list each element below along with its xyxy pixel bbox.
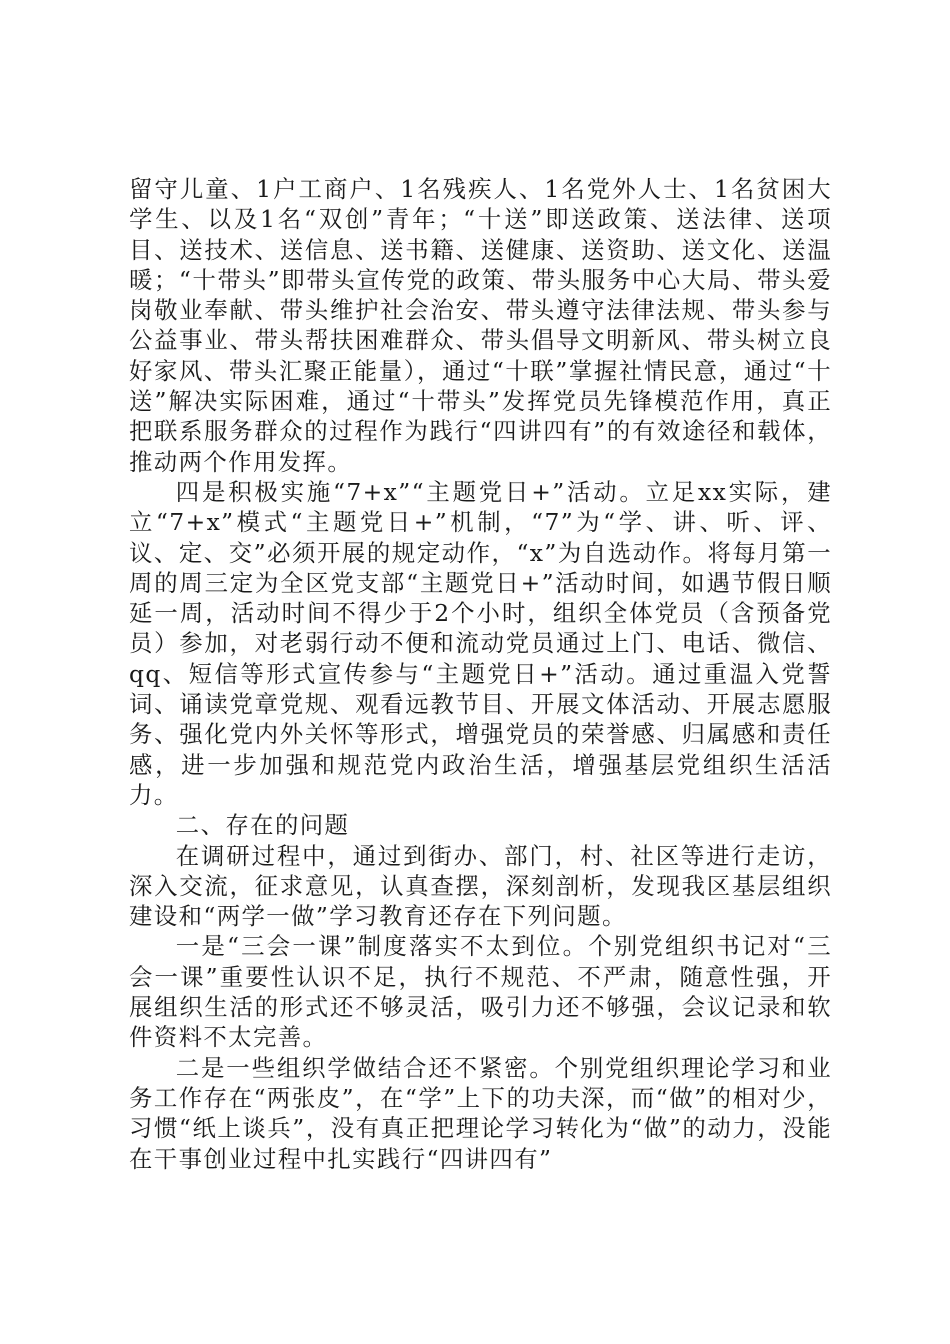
paragraph-problem-two: 二是一些组织学做结合还不紧密。个别党组织理论学习和业务工作存在“两张皮”，在“学”上下的功夫深，而“做”的相对少，习惯“纸上谈兵”，没有真正把理论学习转化为“做”的动力，没能在干事创业过程中扎实践行“四讲四有” [129, 1053, 832, 1173]
paragraph-research-findings: 在调研过程中，通过到街办、部门，村、社区等进行走访，深入交流，征求意见，认真查摆，深刻剖析，发现我区基层组织建设和“两学一做”学习教育还存在下列问题。 [129, 841, 832, 931]
document-body [129, 174, 832, 1174]
paragraph-service-masses: 留守儿童、1户工商户、1名残疾人、1名党外人士、1名贫困大学生、以及1名“双创”青年；“十送”即送政策、送法律、送项目、送技术、送信息、送书籍、送健康、送资助、送文化、送温暖；“十带头”即带头宣传党的政策、带头服务中心大局、带头爱岗敬业奉献、带头维护社会治安、带头遵守法律法规、带头参与公益事业、带头帮扶困难群众、带头倡导文明新风、带头树立良好家风、带头汇聚正能量），通过“十联”掌握社情民意，通过“十送”解决实际困难，通过“十带头”发挥党员先锋模范作用，真正把联系服务群众的过程作为践行“四讲四有”的有效途径和载体，推动两个作用发挥。 [129, 175, 832, 476]
section-heading-existing-problems: 二、存在的问题 [175, 811, 350, 840]
paragraph-theme-party-day: 四是积极实施“7+x”“主题党日+”活动。立足xx实际，建立“7+x”模式“主题党日+”机制，“7”为“学、讲、听、评、议、定、交”必须开展的规定动作，“x”为自选动作。将每月第一周的周三定为全区党支部“主题党日+”活动时间，如遇节假日顺延一周，活动时间不得少于2个小时，组织全体党员（含预备党员）参加，对老弱行动不便和流动党员通过上门、电话、微信、qq、短信等形式宣传参与“主题党日+”活动。通过重温入党誓词、诵读党章党规、观看远教节目、开展文体活动、开展志愿服务、强化党内外关怀等形式，增强党员的荣誉感、归属感和责任感，进一步加强和规范党内政治生活，增强基层党组织生活活力。 [129, 477, 832, 809]
paragraph-problem-one: 一是“三会一课”制度落实不太到位。个别党组织书记对“三会一课”重要性认识不足，执行不规范、不严肃，随意性强，开展组织生活的形式还不够灵活，吸引力还不够强，会议记录和软件资料不太完善。 [129, 932, 832, 1052]
